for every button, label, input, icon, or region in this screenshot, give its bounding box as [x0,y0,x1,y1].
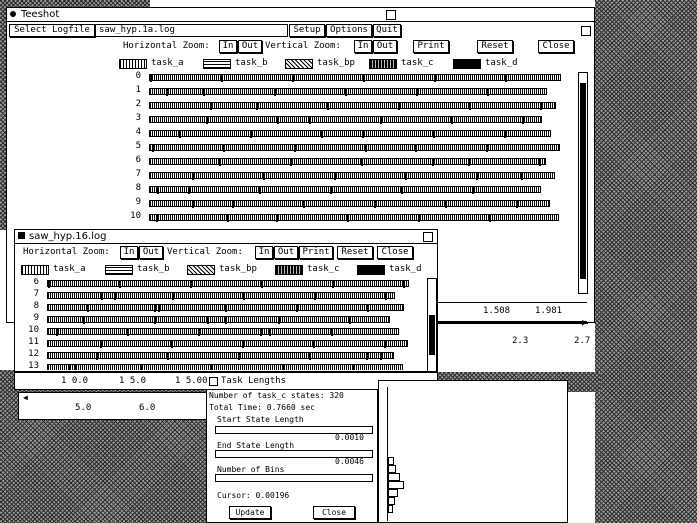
second-hzoom-out-button[interactable]: Out [139,246,163,259]
main-state-mark [232,201,234,208]
main-state-mark [432,159,434,166]
main-task-bar[interactable] [149,88,547,95]
main-state-mark [469,103,471,110]
second-task-c-swatch [275,265,303,275]
second-state-mark [83,317,85,324]
main-task-bar[interactable] [149,144,560,151]
main-vertical-scrollbar[interactable] [578,72,588,294]
main-row [127,212,577,221]
second-legend-task-d: task_d [389,264,422,274]
main-state-mark [522,117,524,124]
main-state-mark [219,159,221,166]
main-state-mark [347,215,349,222]
start-length-label: Start State Length [217,415,304,424]
main-state-mark [223,145,225,152]
legend-label-task-b: task_b [235,58,268,68]
main-row-label: 2 [135,99,141,109]
main-state-mark [365,145,367,152]
second-state-mark [207,317,209,324]
second-hzoom-label: Horizontal Zoom: [23,247,110,257]
second-state-mark [367,305,369,312]
main-task-bar[interactable] [149,186,541,193]
second-state-mark [171,341,173,348]
reset-button[interactable]: Reset [477,40,513,53]
bl-arrow-icon[interactable]: ◀ [23,393,28,402]
legend-label-task-bp: task_bp [317,58,355,68]
second-legend-task-b: task_b [137,264,170,274]
desktop-background-right [595,0,697,523]
second-state-mark [154,317,156,324]
quit-button[interactable]: Quit [373,24,401,37]
main-state-mark [277,117,279,124]
hzoom-in-button[interactable]: In [219,40,237,53]
second-task-bar[interactable] [47,352,394,359]
second-vzoom-out-button[interactable]: Out [274,246,298,259]
strip-label-3: 1 5.00 [175,376,208,386]
cursor-label: Cursor: 0.00196 [217,491,290,500]
stats-window [206,390,378,523]
main-state-mark [361,159,363,166]
main-axis-tick-2: 1.981 [535,306,563,316]
hzoom-out-button[interactable]: Out [238,40,262,53]
main-state-mark [540,103,542,110]
main-row-label: 5 [135,141,141,151]
second-row [25,338,425,347]
second-row-label: 9 [33,313,39,323]
main-state-mark [521,173,523,180]
print-button[interactable]: Print [413,40,449,53]
second-state-mark [403,281,405,288]
main-state-mark [472,187,474,194]
second-task-d-swatch [357,265,385,275]
histogram-bar [388,457,394,465]
update-button[interactable]: Update [229,506,271,519]
second-row-label: 7 [33,289,39,299]
window-menu-icon-2[interactable] [18,232,25,239]
main-state-mark [294,145,296,152]
main-state-mark [274,89,276,96]
second-state-mark [385,293,387,300]
main-state-mark [380,117,382,124]
main-state-mark [259,187,261,194]
main-state-mark [505,75,507,82]
main-state-mark [263,173,265,180]
bins-field[interactable] [215,474,373,482]
second-state-mark [198,329,200,336]
second-vzoom-in-button[interactable]: In [255,246,273,259]
strip-window-icon[interactable] [209,377,218,386]
main-row [127,114,577,123]
task-c-swatch [369,59,397,69]
main-state-mark [276,215,278,222]
close-button[interactable]: Close [538,40,574,53]
main-state-mark [303,201,305,208]
task-b-swatch [203,59,231,69]
main-state-mark [192,173,194,180]
main-state-mark [374,201,376,208]
legend-label-task-a: task_a [151,58,184,68]
main-state-mark [489,215,491,222]
histogram-panel [378,380,568,523]
main-state-mark [405,173,407,180]
second-state-mark [366,353,368,360]
second-state-mark [349,317,351,324]
second-state-mark [225,317,227,324]
task-a-swatch [119,59,147,69]
second-task-bar[interactable] [47,292,395,299]
second-legend-task-bp: task_bp [219,264,257,274]
main-state-mark [476,173,478,180]
end-length-value: 0.0046 [335,457,364,466]
second-state-mark [211,365,213,370]
main-state-mark [292,75,294,82]
second-state-mark [56,329,58,336]
tasks-stat: Number of task_c states: 320 [209,391,344,400]
second-print-button[interactable]: Print [299,246,333,259]
second-state-mark [158,305,160,312]
second-task-bar[interactable] [47,364,403,370]
second-state-mark [261,281,263,288]
start-length-value: 0.0010 [335,433,364,442]
second-row-label: 12 [28,349,39,359]
main-row [127,156,577,165]
main-state-mark [192,201,194,208]
second-state-mark [278,317,280,324]
second-window [14,229,438,372]
second-task-bar[interactable] [47,304,404,311]
main-row [127,72,577,81]
strip-title: Task Lengths [221,376,287,386]
resize-icon-2[interactable] [423,232,433,242]
second-state-mark [101,293,103,300]
second-task-b-swatch [105,265,133,275]
main-task-bar[interactable] [149,74,561,81]
main-row-label: 10 [130,211,141,221]
main-state-mark [206,117,208,124]
task-bp-swatch [285,59,313,69]
main-state-mark [256,103,258,110]
second-task-bp-swatch [187,265,215,275]
main-task-bar[interactable] [149,116,542,123]
second-state-mark [140,365,142,370]
resize-icon[interactable] [386,10,396,20]
logfile-field[interactable]: saw_hyp.1a.log [95,24,288,37]
vzoom-in-button[interactable]: In [354,40,372,53]
main-state-mark [362,131,364,138]
second-state-mark [332,281,334,288]
main-state-mark [468,159,470,166]
vzoom-out-button[interactable]: Out [373,40,397,53]
main-state-mark [157,187,159,194]
histogram-bar [388,505,393,513]
second-task-bar[interactable] [47,340,408,347]
main-state-mark [210,103,212,110]
main-state-mark [321,131,323,138]
second-row [25,350,425,359]
bl-tick-1: 5.0 [75,403,92,413]
second-state-mark [225,305,227,312]
main-state-mark [188,187,190,194]
main-titlebar [7,8,594,22]
second-task-bar[interactable] [47,316,390,323]
second-state-mark [269,329,271,336]
main-state-mark [150,75,152,82]
main-state-mark [487,89,489,96]
second-close-button[interactable]: Close [377,246,413,259]
second-state-mark [380,353,382,360]
main-window-title: Teeshot [21,9,60,20]
second-state-mark [313,341,315,348]
main-state-mark [334,173,336,180]
main-state-mark [415,145,417,152]
second-window-title: saw_hyp.16.log [29,231,107,242]
main-task-bar[interactable] [149,214,559,221]
histogram-bar [388,465,396,473]
main-row [127,100,577,109]
main-task-bar[interactable] [149,130,551,137]
second-reset-button[interactable]: Reset [337,246,373,259]
main-task-bar[interactable] [149,200,550,207]
bottom-strip [14,372,438,390]
second-state-mark [353,365,355,370]
second-state-mark [87,305,89,312]
main-state-mark [416,89,418,96]
main-task-bar[interactable] [149,172,555,179]
second-state-mark [114,293,116,300]
second-task-bar[interactable] [47,280,409,287]
histogram-bar [388,497,395,505]
second-row-label: 11 [28,337,39,347]
main-task-bar[interactable] [149,158,546,165]
main-row-label: 7 [135,169,141,179]
second-row-label: 13 [28,361,39,370]
second-task-bar[interactable] [47,328,399,335]
second-vertical-scrollbar[interactable] [427,278,437,372]
second-state-mark [48,281,50,288]
second-state-mark [331,329,333,336]
total-time: Total Time: 0.7660 sec [209,403,315,412]
histogram-bars [388,387,418,521]
second-state-mark [69,365,71,370]
window-menu-icon[interactable] [10,11,16,17]
second-state-mark [282,365,284,370]
main-scroll-thumb[interactable] [580,83,586,279]
main-state-mark [290,159,292,166]
end-length-label: End State Length [217,441,295,450]
main-state-mark [451,117,453,124]
main-state-mark [221,75,223,82]
second-scroll-thumb[interactable] [429,315,435,355]
setup-button[interactable]: Setup [289,24,325,37]
second-row [25,302,425,311]
main-row [127,128,577,137]
main-row-label: 8 [135,183,141,193]
main-state-mark [418,215,420,222]
legend [119,58,589,70]
second-state-mark [243,293,245,300]
main-state-mark [227,215,229,222]
second-gantt-area[interactable] [25,278,425,370]
histogram-bar [388,489,398,497]
strip-label-2: 1 5.0 [119,376,147,386]
main-state-mark [433,131,435,138]
corner-icon[interactable] [581,26,591,36]
second-row [25,290,425,299]
second-state-mark [242,341,244,348]
main-row [127,184,577,193]
main-row-label: 1 [135,85,141,95]
second-vzoom-label: Vertical Zoom: [167,247,243,257]
second-state-mark [127,329,129,336]
legend-label-task-d: task_d [485,58,518,68]
second-row [25,314,425,323]
second-state-mark [190,281,192,288]
second-titlebar [15,230,437,244]
second-row-label: 8 [33,301,39,311]
main-row [127,142,577,151]
second-state-mark [96,353,98,360]
second-task-a-swatch [21,265,49,275]
second-row-label: 6 [33,278,39,287]
options-button[interactable]: Options [326,24,372,37]
second-state-mark [314,293,316,300]
main-state-mark [203,89,205,96]
bl-tick-2: 6.0 [139,403,156,413]
main-state-mark [401,187,403,194]
axis2-arrow-icon[interactable]: ▶ [582,318,588,328]
axis2-line [432,322,588,324]
vertical-zoom-label: Vertical Zoom: [265,41,341,51]
bottom-left-panel [18,392,208,420]
main-state-mark [156,215,158,222]
second-state-mark [260,329,262,336]
main-state-mark [309,117,311,124]
second-state-mark [154,305,156,312]
second-legend [21,264,431,276]
stats-close-button[interactable]: Close [313,506,355,519]
main-axis-tick-1: 1.508 [483,306,511,316]
main-time-axis [427,302,587,303]
main-row [127,198,577,207]
second-state-mark [74,365,76,370]
main-row-label: 3 [135,113,141,123]
main-row-label: 6 [135,155,141,165]
main-state-mark [345,89,347,96]
second-row [25,362,425,370]
main-state-mark [504,131,506,138]
main-row [127,86,577,95]
second-legend-task-c: task_c [307,264,340,274]
main-state-mark [445,201,447,208]
second-state-mark [309,353,311,360]
horizontal-zoom-label: Horizontal Zoom: [123,41,210,51]
histogram-bar [388,473,400,481]
axis2-tick-2-7: 2.7 [574,336,591,346]
task-d-swatch [453,59,481,69]
second-hzoom-in-button[interactable]: In [120,246,138,259]
main-state-mark [398,103,400,110]
main-row-label: 4 [135,127,141,137]
second-state-mark [100,341,102,348]
main-state-mark [516,201,518,208]
histogram-bar [388,481,404,489]
main-state-mark [250,131,252,138]
second-state-mark [384,341,386,348]
second-legend-task-a: task_a [53,264,86,274]
second-state-mark [119,281,121,288]
axis2-tick-2-3: 2.3 [512,336,529,346]
strip-label-1: 1 0.0 [61,376,89,386]
main-state-mark [486,145,488,152]
main-state-mark [434,75,436,82]
main-state-mark [179,131,181,138]
second-state-mark [238,353,240,360]
second-row-label: 10 [28,325,39,335]
main-state-mark [330,187,332,194]
second-state-mark [296,305,298,312]
main-row-label: 9 [135,197,141,207]
main-state-mark [363,75,365,82]
legend-label-task-c: task_c [401,58,434,68]
second-row [25,278,425,287]
main-state-mark [166,89,168,96]
select-logfile-button[interactable]: Select Logfile [9,24,95,37]
second-state-mark [167,353,169,360]
main-row [127,170,577,179]
main-task-bar[interactable] [149,102,556,109]
main-state-mark [327,103,329,110]
second-state-mark [172,293,174,300]
main-row-label: 0 [135,71,141,81]
second-row [25,326,425,335]
main-state-mark [539,159,541,166]
bins-label: Number of Bins [217,465,285,474]
main-state-mark [152,145,154,152]
